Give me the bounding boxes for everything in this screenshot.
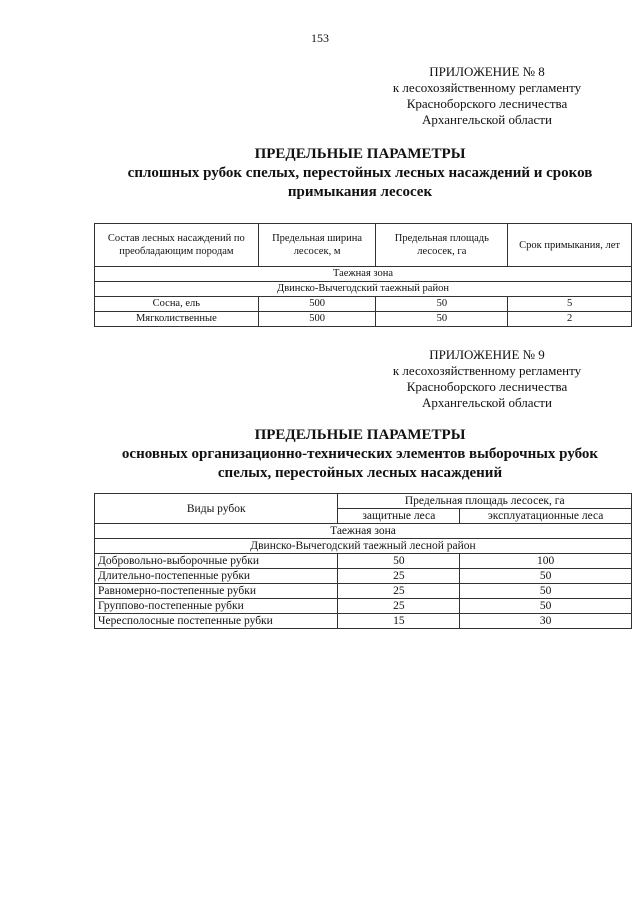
column-header: Предельная ширина лесосек, м <box>258 224 376 267</box>
table-cell: Сосна, ель <box>95 297 259 312</box>
appendix-line: ПРИЛОЖЕНИЕ № 8 <box>429 64 545 79</box>
table-cell: Добровольно-выборочные рубки <box>95 554 338 569</box>
appendix-9-heading <box>357 347 617 411</box>
table-cell: Равномерно-постепенные рубки <box>95 584 338 599</box>
title-line: спелых, перестойных лесных насаждений <box>217 465 503 481</box>
zone-row <box>95 524 632 539</box>
table-cell: 50 <box>338 554 460 569</box>
title-line: примыкания лесосек <box>287 184 433 200</box>
table-cell: 30 <box>460 614 632 629</box>
zone-cell: Таежная зона <box>95 267 632 282</box>
column-header: Предельная площадь лесосек, га <box>376 224 508 267</box>
table-cell: 50 <box>460 599 632 614</box>
table-row <box>95 569 632 584</box>
table-cell: Длительно-постепенные рубки <box>95 569 338 584</box>
selective-cutting-table <box>94 493 632 629</box>
appendix-line: Архангельской области <box>422 395 552 410</box>
table-cell: Мягколиственные <box>95 312 259 327</box>
table-cell: 25 <box>338 599 460 614</box>
table-cell: 50 <box>460 584 632 599</box>
table-cell: 25 <box>338 569 460 584</box>
region-cell: Двинско-Вычегодский таежный район <box>95 282 632 297</box>
zone-cell: Таежная зона <box>95 524 632 539</box>
zone-row <box>95 267 632 282</box>
table-cell: 2 <box>508 312 632 327</box>
title-main: ПРЕДЕЛЬНЫЕ ПАРАМЕТРЫ <box>254 146 466 162</box>
appendix-line: Красноборского лесничества <box>406 96 568 111</box>
table-cell: 50 <box>376 297 508 312</box>
table-cell: 25 <box>338 584 460 599</box>
appendix-line: Архангельской области <box>422 112 552 127</box>
table-row <box>95 312 632 327</box>
table-cell: 500 <box>258 312 376 327</box>
table-cell: 100 <box>460 554 632 569</box>
table8-title <box>0 145 640 202</box>
table-cell: Чересполосные постепенные рубки <box>95 614 338 629</box>
appendix-line: Красноборского лесничества <box>406 379 568 394</box>
column-header: защитные леса <box>338 509 460 524</box>
cutting-parameters-table <box>94 223 632 327</box>
table9-title <box>0 426 640 483</box>
table-cell: 5 <box>508 297 632 312</box>
column-header: Предельная площадь лесосек, га <box>338 494 632 509</box>
table-cell: 500 <box>258 297 376 312</box>
column-header: эксплуатационные леса <box>460 509 632 524</box>
table-cell: 15 <box>338 614 460 629</box>
title-line: основных организационно-технических элементов выборочных рубок <box>121 446 599 462</box>
table-header-row <box>95 494 632 509</box>
region-cell: Двинско-Вычегодский таежный лесной район <box>95 539 632 554</box>
table-header-row <box>95 224 632 267</box>
column-header: Срок примыкания, лет <box>508 224 632 267</box>
table-cell: 50 <box>376 312 508 327</box>
appendix-line: ПРИЛОЖЕНИЕ № 9 <box>429 347 545 362</box>
region-row <box>95 282 632 297</box>
column-header: Состав лесных насаждений по преобладающим породам <box>95 224 259 267</box>
table-row <box>95 584 632 599</box>
column-header: Виды рубок <box>95 494 338 524</box>
title-main: ПРЕДЕЛЬНЫЕ ПАРАМЕТРЫ <box>254 427 466 443</box>
table-cell: Группово-постепенные рубки <box>95 599 338 614</box>
region-row <box>95 539 632 554</box>
table-row <box>95 614 632 629</box>
table-row <box>95 599 632 614</box>
title-line: сплошных рубок спелых, перестойных лесных насаждений и сроков <box>127 165 593 181</box>
appendix-line: к лесохозяйственному регламенту <box>392 80 582 95</box>
appendix-8-heading <box>357 64 617 128</box>
table-cell: 50 <box>460 569 632 584</box>
table-row <box>95 554 632 569</box>
table-row <box>95 297 632 312</box>
page-number: 153 <box>311 31 329 45</box>
appendix-line: к лесохозяйственному регламенту <box>392 363 582 378</box>
